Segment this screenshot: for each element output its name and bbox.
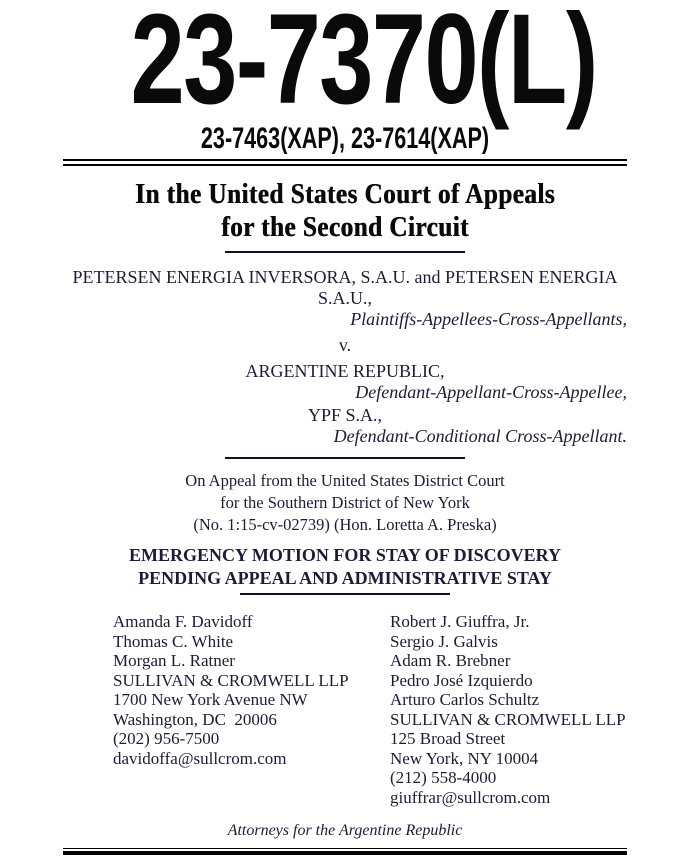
defendant2-designation: Defendant-Conditional Cross-Appellant. bbox=[333, 426, 627, 446]
counsel-listing bbox=[63, 612, 627, 807]
counsel-name: Sergio J. Galvis bbox=[390, 631, 498, 651]
motion-title-line1: EMERGENCY MOTION FOR STAY OF DISCOVERY bbox=[129, 545, 561, 565]
counsel-name: Robert J. Giuffra, Jr. bbox=[390, 612, 530, 631]
lead-docket-number: 23-7370(L) bbox=[130, 0, 597, 131]
appeal-origin-line1: On Appeal from the United States District Court bbox=[185, 471, 505, 490]
firm-address-city: Washington, DC 20006 bbox=[113, 709, 277, 729]
defendant1-designation: Defendant-Appellant-Cross-Appellee, bbox=[355, 382, 627, 402]
plaintiffs-designation: Plaintiffs-Appellees-Cross-Appellants, bbox=[350, 309, 627, 329]
counsel-email: giuffrar@sullcrom.com bbox=[390, 787, 551, 807]
secondary-docket-numbers: 23-7463(XAP), 23-7614(XAP) bbox=[200, 122, 490, 155]
firm-phone: (212) 558-4000 bbox=[390, 768, 497, 787]
appeal-origin-line2: for the Southern District of New York bbox=[220, 493, 470, 512]
firm-address-street: 1700 New York Avenue NW bbox=[113, 690, 308, 709]
counsel-column-left bbox=[113, 612, 390, 807]
top-double-rule bbox=[63, 159, 627, 166]
court-name-line2: for the Second Circuit bbox=[221, 212, 469, 243]
separator-rule bbox=[240, 593, 450, 595]
counsel-email: davidoffa@sullcrom.com bbox=[113, 748, 287, 768]
separator-rule bbox=[225, 457, 465, 459]
defendant1-name: ARGENTINE REPUBLIC, bbox=[245, 361, 445, 381]
counsel-name: Arturo Carlos Schultz bbox=[390, 690, 540, 709]
defendant2-name: YPF S.A., bbox=[307, 405, 383, 425]
counsel-name: Amanda F. Davidoff bbox=[113, 612, 253, 631]
motion-title-line2: PENDING APPEAL AND ADMINISTRATIVE STAY bbox=[138, 567, 552, 588]
plaintiffs-name-line2: S.A.U., bbox=[317, 288, 372, 308]
case-caption bbox=[63, 267, 627, 447]
court-name-line1: In the United States Court of Appeals bbox=[135, 179, 555, 210]
court-name-heading bbox=[91, 178, 599, 244]
law-firm-name: SULLIVAN & CROMWELL LLP bbox=[390, 709, 626, 729]
counsel-name: Thomas C. White bbox=[113, 631, 234, 651]
firm-phone: (202) 956-7500 bbox=[113, 729, 220, 748]
firm-address-city: New York, NY 10004 bbox=[390, 748, 539, 768]
motion-title bbox=[63, 544, 627, 589]
law-firm-name: SULLIVAN & CROMWELL LLP bbox=[113, 670, 349, 690]
firm-address-street: 125 Broad Street bbox=[390, 729, 506, 748]
bottom-double-rule bbox=[63, 848, 627, 855]
counsel-column-right bbox=[390, 612, 627, 807]
counsel-role-footer: Attorneys for the Argentine Republic bbox=[227, 822, 463, 839]
counsel-name: Pedro José Izquierdo bbox=[390, 670, 533, 690]
appeal-origin-block bbox=[63, 470, 627, 536]
versus-abbreviation: v. bbox=[338, 335, 352, 355]
separator-rule bbox=[225, 251, 465, 253]
counsel-name: Morgan L. Ratner bbox=[113, 651, 235, 670]
appeal-origin-line3: (No. 1:15-cv-02739) (Hon. Loretta A. Preska) bbox=[193, 515, 497, 534]
counsel-name: Adam R. Brebner bbox=[390, 651, 511, 670]
plaintiffs-name-line1: PETERSEN ENERGIA INVERSORA, S.A.U. and PETERSEN ENERGIA bbox=[72, 267, 618, 287]
